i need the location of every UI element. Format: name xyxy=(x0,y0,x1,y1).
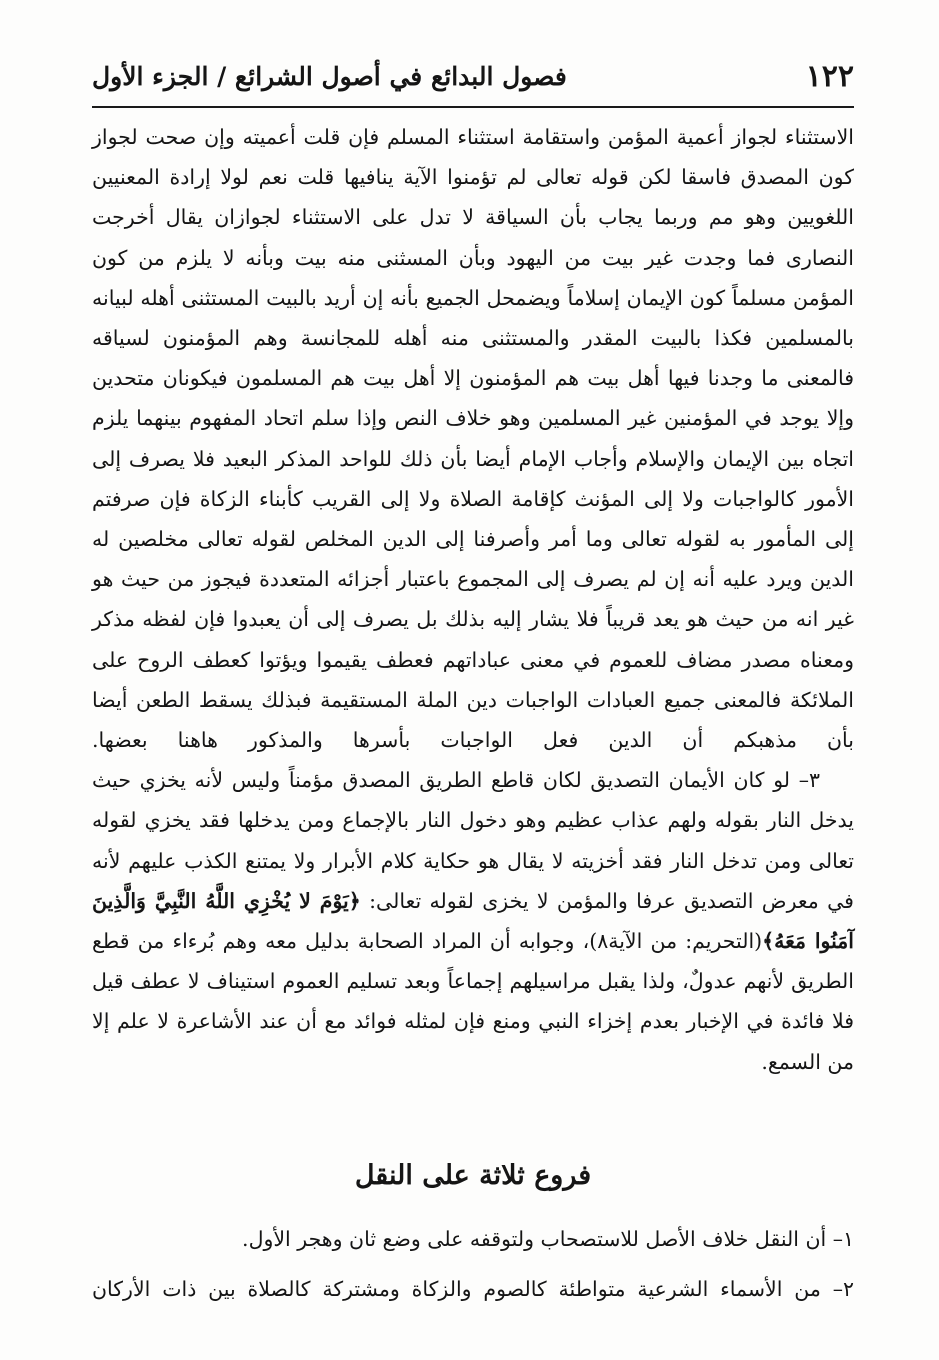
running-title: فصول البدائع في أصول الشرائع / الجزء الأول xyxy=(92,61,567,91)
paragraph-2 xyxy=(92,760,854,1082)
header-divider xyxy=(92,106,854,108)
list-item-1: ١– أن النقل خلاف الأصل للاستصحاب ولتوقفه على وضع ثان وهجر الأول. xyxy=(242,1227,854,1251)
section-heading: فروع ثلاثة على النقل xyxy=(354,1160,592,1191)
body-text xyxy=(92,117,854,1082)
page-header xyxy=(92,50,854,102)
list-item-2: ٢– من الأسماء الشرعية متواطئة كالصوم والزكاة ومشتركة كالصلاة بين ذات الأركان xyxy=(92,1277,854,1301)
numbered-list xyxy=(92,1214,854,1314)
page-number: ١٢٢ xyxy=(805,58,854,94)
paragraph-1: الاستثناء لجواز أعمية المؤمن واستقامة استثناء المسلم فإن قلت أعميته وإن صحت لجواز كون المصدق فاسقا لكن قوله تعالى لم تؤمنوا الآية ينافيها قلت نعم لولا إرادة المعنيين اللغويين وهو مم وربما يجاب بأن السياقة لا تدل على الاستثناء لجوازان يقال أخرجت النصارى فما وجدت غير بيت من اليهود وبأن المسثنى منه بيت وبأنه لا يلزم من كون المؤمن مسلماً كون الإيمان إسلاماً ويضمحل الجميع بأنه إن أريد بالبيت المستثنى أهله لبيانه بالمسلمين فكذا بالبيت المقدر والمستثنى منه أهله للمجانسة وهم المؤمنون لسياقه فالمعنى ما وجدنا فيها أهل بيت هم المؤمنون إلا أهل بيت هم المسلمون فيكونان متحدين وإلا يوجد في المؤمنين غير المسلمين وهو خلاف النص وإذا سلم اتحاد المفهوم بينهما يلزم اتجاه بين الإيمان والإسلام وأجاب الإمام أيضا بأن ذلك للواحد المذكر البعيد فلا يصرف إلى الأمور كالواجبات ولا إلى المؤنث كإقامة الصلاة ولا إلى القريب كأبناء الزكاة فإن صرفتم إلى المأمور به لقوله تعالى وما أمر وأصرفنا إلى الدين المخلص لقوله تعالى مخلصين له الدين ويرد عليه أنه إن لم يصرف إلى المجموع باعتبار أجزائه المتعددة فيجوز من حيث هو غير انه من حيث هو يعد قريباً فلا يشار إليه بذلك بل يصرف إلى أن يعبدوا فإن لفظه مذكر ومعناه مصدر مضاف للعموم في معنى عباداتهم فعطف يقيموا ويؤتوا كعطف الروح على الملائكة فالمعنى جميع العبادات الواجبات دين الملة المستقيمة فبذلك يسقط الطعن أيضا بأن مذهبكم أن الدين فعل الواجبات بأسرها والمذكور هاهنا بعضها. xyxy=(92,125,854,753)
quran-verse: ﴿يَوْمَ لا يُخْزِي اللَّهُ النَّبِيَّ وَالَّذِينَ آمَنُوا مَعَهُ﴾ xyxy=(92,888,854,954)
paragraph-2-text-b: (التحريم: من الآية٨)، وجوابه أن المراد الصحابة بدليل معه وهم بُرءاء من قطع الطريق لأنهم عدولٌ، ولذا يقبل مراسيلهم إجماعاً وبعد تسليم العموم استيناف لا عطف قيل فلا فائدة في الإخبار بعدم إخزاء النبي ومنع فإن لمثله فوائد مع أن عند الأشاعرة لا علم إلا من السمع. xyxy=(92,929,854,1074)
paragraph-2-text-a: ٣– لو كان الأيمان التصديق لكان قاطع الطريق المصدق مؤمناً وليس لأنه يخزي حيث يدخل النار بقوله ولهم عذاب عظيم وهو دخول النار بالإجماع ومن يدخلها فقد يخزي لقوله تعالى ومن تدخل النار فقد أخزيته لا يقال هو حكاية كلام الأبرار ولا يمتنع الكذب عليهم لأنه في معرض التصديق عرفا والمؤمن لا يخزى لقوله تعالى: xyxy=(92,768,854,913)
